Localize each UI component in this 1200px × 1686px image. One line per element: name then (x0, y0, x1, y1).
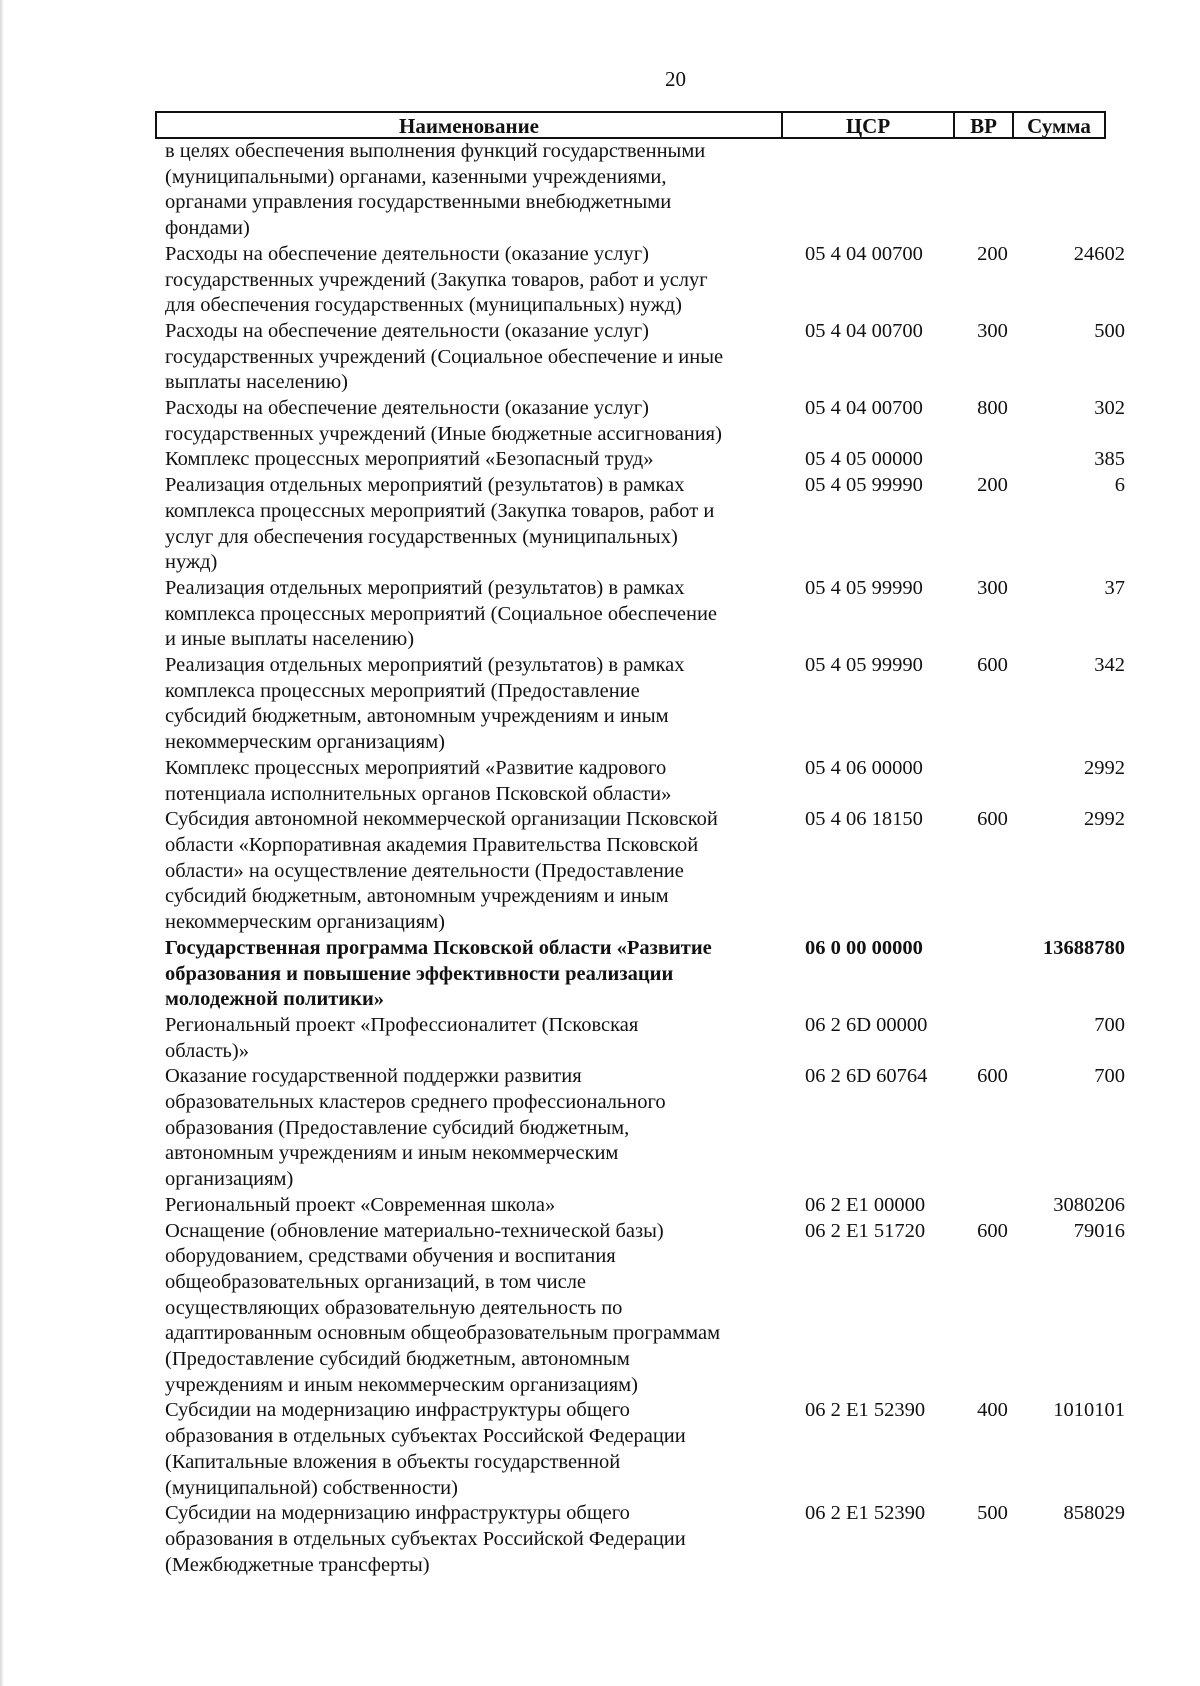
row-sum: 2992 (1084, 756, 1125, 779)
row-csr: 05 4 05 99990 (805, 474, 923, 497)
row-sum: 342 (1094, 654, 1125, 677)
row-vr: 300 (977, 319, 1008, 342)
row-sum: 37 (1104, 576, 1125, 599)
row-name: в целях обеспечения выполнения функций государственными (муниципальными) органами, казенными учреждениями, органами управления государственными внебюджетными фондами) (165, 140, 706, 240)
row-sum: 3080206 (1053, 1193, 1125, 1216)
row-name: Реализация отдельных мероприятий (результатов) в рамках комплекса процессных мероприятий (Закупка товаров, работ и услуг для обеспечения государственных (муниципальных) нужд) (165, 474, 715, 574)
row-csr: 06 2 E1 00000 (805, 1193, 926, 1216)
row-name: Региональный проект «Современная школа» (165, 1193, 556, 1216)
row-csr: 06 2 E1 52390 (805, 1502, 926, 1525)
row-sum: 500 (1094, 319, 1125, 342)
table-row (155, 447, 1125, 473)
row-vr: 600 (977, 808, 1008, 831)
header-vr: ВР (955, 113, 1014, 137)
row-sum: 385 (1094, 448, 1125, 471)
table-row (155, 756, 1125, 807)
table-row (155, 396, 1125, 447)
row-name: Расходы на обеспечение деятельности (оказание услуг) государственных учреждений (Иные бюджетные ассигнования) (165, 397, 722, 445)
table-header (155, 111, 1106, 139)
table-row (155, 242, 1125, 319)
row-name: Оказание государственной поддержки развития образовательных кластеров среднего профессионального образования (Предоставление субсидий бюджетным, автономным учреждениям и иным некоммерческим организациям) (165, 1065, 666, 1191)
row-vr: 300 (977, 576, 1008, 599)
row-vr: 600 (977, 654, 1008, 677)
row-csr: 06 2 6D 00000 (805, 1013, 928, 1036)
row-name: Субсидия автономной некоммерческой организации Псковской области «Корпоративная академия Правительства Псковской области» на осуществление деятельности (Предоставление субсидий бюджетным, автономным учреждениям и иным некоммерческим организациям) (165, 808, 718, 934)
row-vr: 200 (977, 474, 1008, 497)
row-csr: 05 4 05 99990 (805, 654, 923, 677)
row-csr: 06 2 E1 51720 (805, 1219, 926, 1242)
row-name: Региональный проект «Профессионалитет (Псковская область)» (165, 1013, 639, 1062)
row-csr: 06 0 00 00000 (805, 936, 923, 959)
row-csr: 05 4 04 00700 (805, 397, 923, 420)
row-csr: 05 4 06 18150 (805, 808, 923, 831)
row-name: Комплекс процессных мероприятий «Развитие кадрового потенциала исполнительных органов Псковской области» (165, 756, 672, 805)
row-csr: 06 2 E1 52390 (805, 1399, 926, 1422)
row-csr: 06 2 6D 60764 (805, 1065, 928, 1088)
row-name: Реализация отдельных мероприятий (результатов) в рамках комплекса процессных мероприятий (Социальное обеспечение и иные выплаты населению) (165, 576, 718, 651)
row-name: Реализация отдельных мероприятий (результатов) в рамках комплекса процессных мероприятий (Предоставление субсидий бюджетным, автономным учреждениям и иным некоммерческим организациям) (165, 654, 685, 754)
table-body (155, 139, 1125, 1578)
table-row (155, 1064, 1125, 1193)
table-row (155, 653, 1125, 756)
table-row (155, 1013, 1125, 1064)
row-name: Субсидии на модернизацию инфраструктуры общего образования в отдельных субъектах Российской Федерации (Капитальные вложения в объекты государственной (муниципальной) собственности) (165, 1399, 686, 1499)
table-row (155, 1193, 1125, 1219)
scan-edge (0, 0, 4, 1686)
row-vr: 500 (977, 1502, 1008, 1525)
row-name: Расходы на обеспечение деятельности (оказание услуг) государственных учреждений (Социальное обеспечение и иные выплаты населению) (165, 319, 724, 394)
row-sum: 858029 (1063, 1502, 1125, 1525)
header-sum: Сумма (1027, 114, 1091, 138)
row-sum: 1010101 (1053, 1399, 1125, 1422)
table-row (155, 1398, 1125, 1501)
table-row (155, 936, 1125, 1013)
row-sum: 2992 (1084, 808, 1125, 831)
header-csr: ЦСР (783, 113, 955, 137)
row-sum: 700 (1094, 1013, 1125, 1036)
budget-table (155, 111, 1125, 1578)
row-name: Комплекс процессных мероприятий «Безопасный труд» (165, 448, 654, 471)
row-vr: 200 (977, 242, 1008, 265)
row-vr: 400 (977, 1399, 1008, 1422)
row-csr: 05 4 05 00000 (805, 448, 923, 471)
row-name: Расходы на обеспечение деятельности (оказание услуг) государственных учреждений (Закупка товаров, работ и услуг для обеспечения государственных (муниципальных) нужд) (165, 242, 708, 317)
header-name: Наименование (157, 113, 783, 137)
row-name: Оснащение (обновление материально-технической базы) оборудованием, средствами обучения и воспитания общеобразовательных организаций, в том числе осуществляющих образовательную деятельность по адаптированным основным общеобразовательным программам (Предоставление субсидий бюджетным, автономным учреждениям и иным некоммерческим организациям) (165, 1219, 721, 1396)
row-sum: 302 (1094, 397, 1125, 420)
row-vr: 600 (977, 1065, 1008, 1088)
row-sum: 79016 (1073, 1219, 1125, 1242)
row-name: Субсидии на модернизацию инфраструктуры общего образования в отдельных субъектах Российской Федерации (Межбюджетные трансферты) (165, 1502, 686, 1576)
row-sum: 24602 (1073, 242, 1125, 265)
table-row (155, 576, 1125, 653)
row-csr: 05 4 04 00700 (805, 319, 923, 342)
table-row (155, 473, 1125, 576)
row-sum: 6 (1114, 474, 1125, 497)
row-sum: 700 (1094, 1065, 1125, 1088)
table-row (155, 807, 1125, 936)
row-vr: 800 (977, 397, 1008, 420)
table-row (155, 319, 1125, 396)
row-vr: 600 (977, 1219, 1008, 1242)
table-row (155, 1501, 1125, 1578)
table-row (155, 1219, 1125, 1399)
row-sum: 13688780 (1043, 936, 1125, 959)
table-row (155, 139, 1106, 242)
row-name: Государственная программа Псковской области «Развитие образования и повышение эффективности реализации молодежной политики» (165, 936, 712, 1011)
row-csr: 05 4 05 99990 (805, 576, 923, 599)
row-csr: 05 4 04 00700 (805, 242, 923, 265)
page-number: 20 (665, 67, 686, 91)
row-csr: 05 4 06 00000 (805, 756, 923, 779)
